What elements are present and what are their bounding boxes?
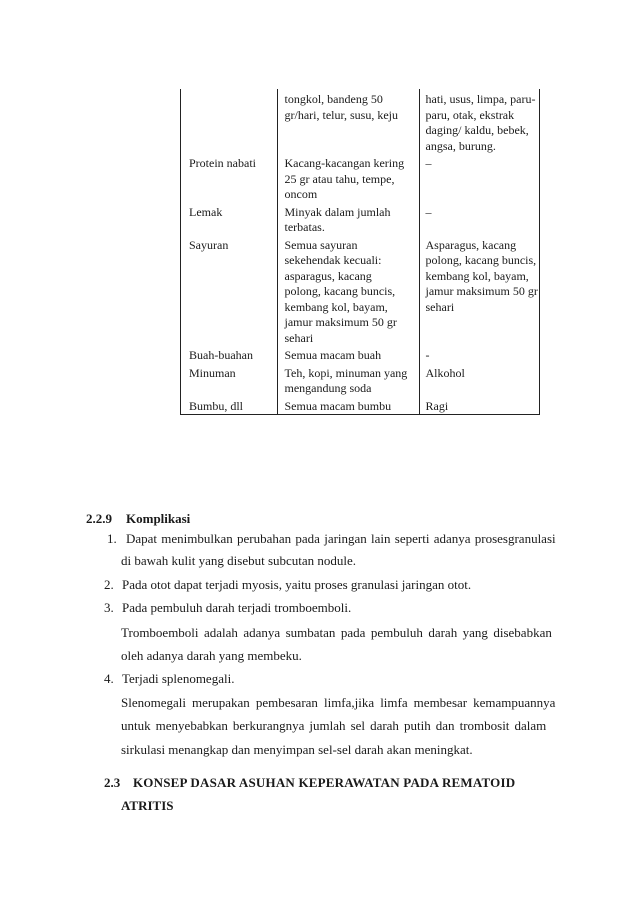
section-title: Komplikasi	[126, 511, 191, 526]
cell-text-line: oncom	[284, 187, 318, 201]
restricted-foods-cell	[419, 346, 539, 364]
cell-text-line: angsa, burung.	[425, 138, 496, 153]
food-category-cell	[181, 203, 277, 236]
restricted-foods-cell	[419, 397, 539, 415]
cell-text-line: gr/hari, telur, susu, keju	[284, 107, 398, 122]
cell-text-line: Bumbu, dll	[189, 398, 244, 413]
cell-text-line: Minyak dalam jumlah	[284, 204, 391, 219]
food-category-cell	[181, 346, 277, 364]
cell-text-line: terbatas.	[284, 220, 325, 234]
food-category-cell	[181, 89, 277, 154]
section-title: KONSEP DASAR ASUHAN KEPERAWATAN PADA REMATOID	[133, 775, 516, 790]
cell-text-line: polong, kacang buncis,	[425, 253, 537, 267]
restricted-foods-cell	[419, 203, 539, 236]
cell-text-line: Teh, kopi, minuman yang	[284, 365, 408, 380]
cell-text-line: Ragi	[425, 398, 449, 413]
cell-text-line: mengandung soda	[284, 381, 372, 395]
paragraph-text: sirkulasi menangkap dan menyimpan sel-sel darah akan meningkat.	[121, 742, 473, 757]
cell-text-line: hati, usus, limpa, paru-	[425, 92, 536, 106]
cell-text-line: daging/ kaldu, bebek,	[425, 123, 529, 137]
table-row	[181, 364, 539, 397]
table-row	[181, 397, 539, 415]
cell-text-line: sehari	[284, 330, 314, 345]
cell-text-line: paru, otak, ekstrak	[425, 107, 515, 122]
cell-text-line: Minuman	[189, 365, 236, 380]
cell-text-line: –	[425, 204, 432, 219]
list-item-text: Terjadi splenomegali.	[122, 671, 235, 686]
allowed-foods-cell	[277, 397, 419, 415]
table-row	[181, 236, 539, 347]
food-category-cell	[181, 364, 277, 397]
restricted-foods-cell	[419, 236, 539, 347]
section-title: ATRITIS	[121, 798, 174, 813]
cell-text-line: Semua sayuran	[284, 237, 358, 252]
list-number: 3.	[104, 600, 114, 615]
allowed-foods-cell	[277, 154, 419, 203]
paragraph-text: Tromboemboli adalah adanya sumbatan pada pembuluh darah yang disebabkan	[121, 625, 552, 640]
cell-text-line: Buah-buahan	[189, 348, 253, 362]
cell-text-line	[189, 92, 277, 108]
section-number: 2.3	[104, 775, 121, 790]
restricted-foods-cell	[419, 89, 539, 154]
cell-text-line: 25 gr atau tahu, tempe,	[284, 171, 395, 186]
cell-text-line: kembang kol, bayam,	[425, 268, 529, 283]
food-category-cell	[181, 236, 277, 347]
cell-text-line: Alkohol	[425, 365, 465, 380]
cell-text-line: sekehendak kecuali:	[284, 253, 382, 267]
table-row	[181, 203, 539, 236]
table-row	[181, 154, 539, 203]
cell-text-line: polong, kacang buncis,	[284, 284, 396, 298]
table-row	[181, 346, 539, 364]
cell-text-line: Semua macam bumbu	[284, 398, 392, 413]
paragraph-text: Slenomegali merupakan pembesaran limfa,jika limfa membesar kemampuannya	[121, 695, 556, 710]
cell-text-line: Asparagus, kacang	[425, 237, 517, 252]
paragraph-text: untuk menyebabkan berkurangnya jumlah sel darah putih dan trombosit dalam	[121, 718, 547, 733]
list-number: 1.	[107, 531, 117, 546]
allowed-foods-cell	[277, 346, 419, 364]
cell-text-line: kembang kol, bayam,	[284, 299, 388, 314]
food-category-cell	[181, 397, 277, 415]
allowed-foods-cell	[277, 364, 419, 397]
list-number: 2.	[104, 577, 114, 592]
section-number: 2.2.9	[86, 511, 112, 526]
cell-text-line: jamur maksimum 50 gr	[284, 315, 397, 329]
allowed-foods-cell	[277, 89, 419, 154]
cell-text-line: Lemak	[189, 204, 223, 219]
allowed-foods-cell	[277, 236, 419, 347]
cell-text-line: Kacang-kacangan kering	[284, 156, 405, 170]
cell-text-line: tongkol, bandeng 50	[284, 92, 383, 106]
cell-text-line: Sayuran	[189, 237, 229, 252]
table-row	[181, 89, 539, 154]
list-item-text: Dapat menimbulkan perubahan pada jaringan lain seperti adanya prosesgranulasi	[126, 531, 556, 546]
diet-table	[180, 89, 540, 415]
cell-text-line: Semua macam buah	[284, 348, 382, 362]
food-category-cell	[181, 154, 277, 203]
cell-text-line: sehari	[425, 299, 455, 314]
restricted-foods-cell	[419, 154, 539, 203]
paragraph-text: oleh adanya darah yang membeku.	[121, 648, 302, 663]
restricted-foods-cell	[419, 364, 539, 397]
list-item-text: Pada otot dapat terjadi myosis, yaitu proses granulasi jaringan otot.	[122, 577, 472, 592]
list-item-text: Pada pembuluh darah terjadi tromboemboli.	[122, 600, 352, 615]
cell-text-line: jamur maksimum 50 gr	[425, 284, 538, 298]
cell-text-line: –	[425, 156, 432, 170]
list-number: 4.	[104, 671, 114, 686]
cell-text-line: Protein nabati	[189, 156, 256, 170]
cell-text-line: asparagus, kacang	[284, 268, 372, 283]
list-item-text: di bawah kulit yang disebut subcutan nodule.	[121, 553, 357, 568]
allowed-foods-cell	[277, 203, 419, 236]
cell-text-line: -	[425, 348, 430, 362]
